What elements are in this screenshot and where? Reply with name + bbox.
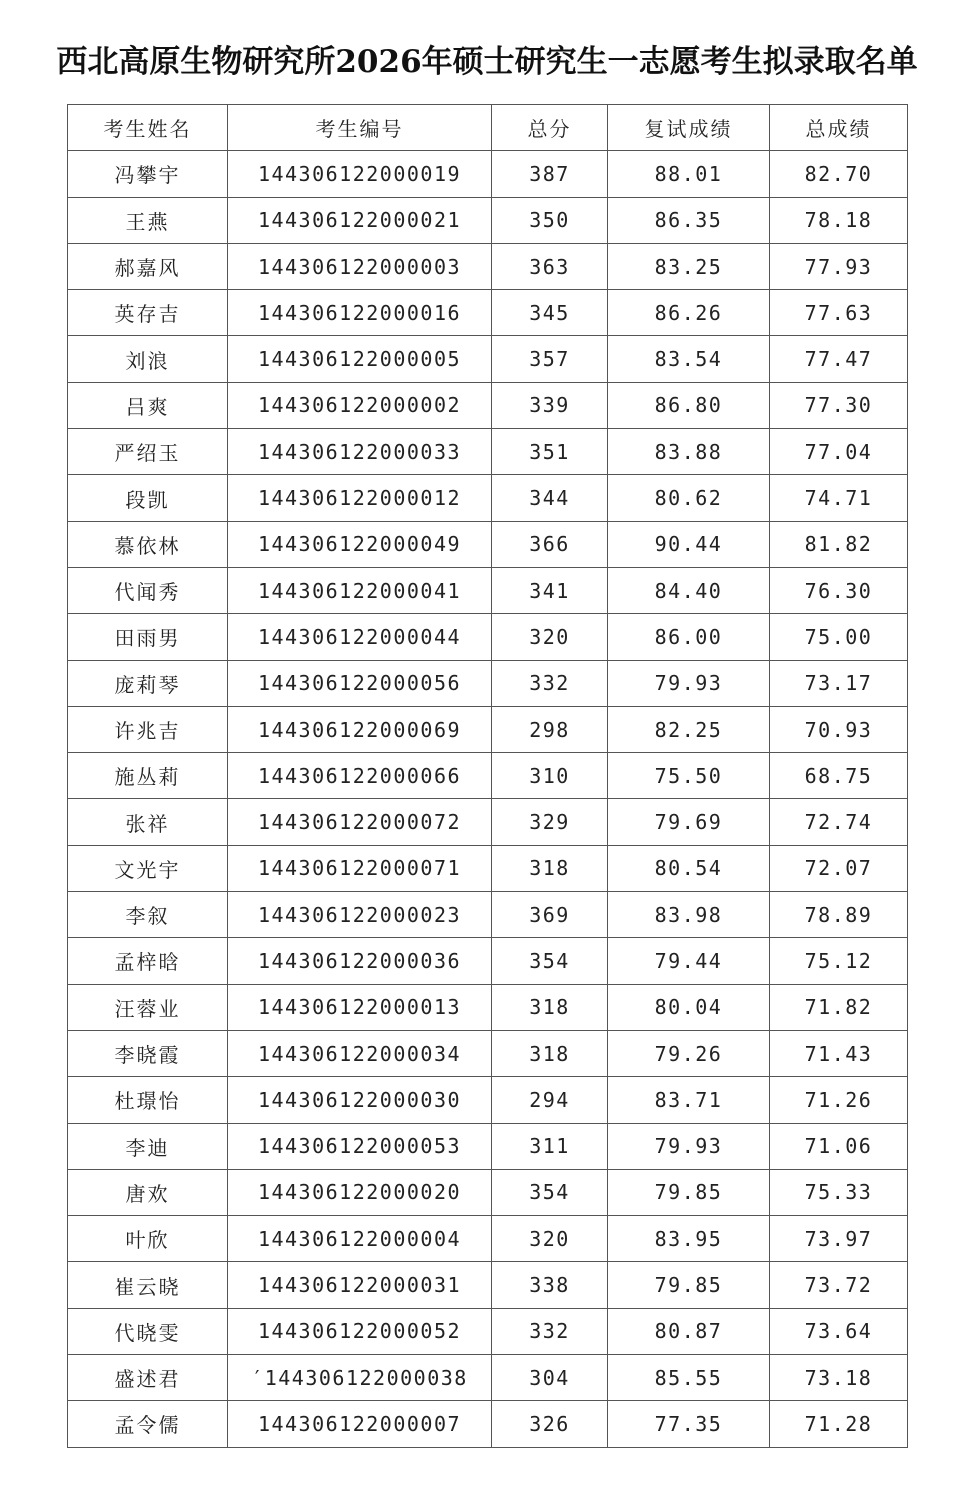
candidate-name-cell: 孟梓晗 — [68, 938, 228, 984]
candidate-name-cell: 施丛莉 — [68, 753, 228, 799]
total-score-cell: 363 — [492, 243, 608, 289]
final-score-cell: 78.89 — [770, 892, 908, 938]
retest-score-cell: 86.80 — [608, 382, 770, 428]
candidate-name-cell: 李叙 — [68, 892, 228, 938]
total-score-cell: 304 — [492, 1355, 608, 1401]
retest-score-cell: 75.50 — [608, 753, 770, 799]
retest-score-cell: 79.85 — [608, 1262, 770, 1308]
candidate-id-cell: 144306122000007 — [228, 1401, 492, 1447]
table-row — [68, 845, 908, 891]
candidate-name-cell: 汪蓉业 — [68, 984, 228, 1030]
table-row — [68, 660, 908, 706]
retest-score-cell: 79.93 — [608, 660, 770, 706]
final-score-cell: 72.07 — [770, 845, 908, 891]
final-score-cell: 71.82 — [770, 984, 908, 1030]
candidate-id-cell: 144306122000052 — [228, 1308, 492, 1354]
table-row — [68, 567, 908, 613]
header-final-score: 总成绩 — [770, 105, 908, 151]
final-score-cell: 76.30 — [770, 567, 908, 613]
table-row — [68, 475, 908, 521]
table-row — [68, 614, 908, 660]
retest-score-cell: 79.93 — [608, 1123, 770, 1169]
candidate-id-cell: 144306122000030 — [228, 1077, 492, 1123]
candidate-id-cell: 144306122000023 — [228, 892, 492, 938]
candidate-name-cell: 严绍玉 — [68, 429, 228, 475]
candidate-id-cell: 144306122000013 — [228, 984, 492, 1030]
final-score-cell: 78.18 — [770, 197, 908, 243]
candidate-id-cell: 144306122000019 — [228, 151, 492, 197]
table-row — [68, 1308, 908, 1354]
candidate-id-cell: 144306122000033 — [228, 429, 492, 475]
table-row — [68, 197, 908, 243]
total-score-cell: 294 — [492, 1077, 608, 1123]
total-score-cell: 329 — [492, 799, 608, 845]
retest-score-cell: 79.44 — [608, 938, 770, 984]
total-score-cell: 332 — [492, 660, 608, 706]
table-row — [68, 521, 908, 567]
header-candidate-name: 考生姓名 — [68, 105, 228, 151]
total-score-cell: 320 — [492, 1216, 608, 1262]
final-score-cell: 75.33 — [770, 1169, 908, 1215]
total-score-cell: 351 — [492, 429, 608, 475]
candidate-name-cell: 唐欢 — [68, 1169, 228, 1215]
total-score-cell: 387 — [492, 151, 608, 197]
retest-score-cell: 83.54 — [608, 336, 770, 382]
candidate-name-cell: 代闻秀 — [68, 567, 228, 613]
retest-score-cell: 80.54 — [608, 845, 770, 891]
final-score-cell: 75.12 — [770, 938, 908, 984]
total-score-cell: 320 — [492, 614, 608, 660]
candidate-id-cell: 144306122000056 — [228, 660, 492, 706]
candidate-name-cell: 崔云晓 — [68, 1262, 228, 1308]
final-score-cell: 77.04 — [770, 429, 908, 475]
final-score-cell: 73.72 — [770, 1262, 908, 1308]
total-score-cell: 298 — [492, 706, 608, 752]
table-row — [68, 753, 908, 799]
table-row — [68, 1355, 908, 1401]
retest-score-cell: 83.95 — [608, 1216, 770, 1262]
retest-score-cell: 77.35 — [608, 1401, 770, 1447]
final-score-cell: 77.47 — [770, 336, 908, 382]
candidate-id-cell: 144306122000002 — [228, 382, 492, 428]
candidate-name-cell: 代晓雯 — [68, 1308, 228, 1354]
total-score-cell: 354 — [492, 938, 608, 984]
final-score-cell: 71.06 — [770, 1123, 908, 1169]
candidate-name-cell: 李晓霞 — [68, 1030, 228, 1076]
final-score-cell: 70.93 — [770, 706, 908, 752]
total-score-cell: 310 — [492, 753, 608, 799]
final-score-cell: 75.00 — [770, 614, 908, 660]
candidate-name-cell: 孟令儒 — [68, 1401, 228, 1447]
retest-score-cell: 83.88 — [608, 429, 770, 475]
retest-score-cell: 80.62 — [608, 475, 770, 521]
table-row — [68, 1077, 908, 1123]
table-row — [68, 984, 908, 1030]
total-score-cell: 341 — [492, 567, 608, 613]
table-row — [68, 151, 908, 197]
final-score-cell: 74.71 — [770, 475, 908, 521]
candidate-id-cell: 144306122000031 — [228, 1262, 492, 1308]
candidate-name-cell: 郝嘉风 — [68, 243, 228, 289]
candidate-id-cell: 144306122000044 — [228, 614, 492, 660]
candidate-id-cell: 144306122000020 — [228, 1169, 492, 1215]
total-score-cell: 345 — [492, 290, 608, 336]
total-score-cell: 311 — [492, 1123, 608, 1169]
total-score-cell: 354 — [492, 1169, 608, 1215]
retest-score-cell: 80.87 — [608, 1308, 770, 1354]
candidate-id-cell: 144306122000066 — [228, 753, 492, 799]
candidate-name-cell: 段凯 — [68, 475, 228, 521]
retest-score-cell: 80.04 — [608, 984, 770, 1030]
candidate-name-cell: 慕依林 — [68, 521, 228, 567]
total-score-cell: 339 — [492, 382, 608, 428]
retest-score-cell: 79.69 — [608, 799, 770, 845]
candidate-id-cell: 144306122000021 — [228, 197, 492, 243]
final-score-cell: 71.26 — [770, 1077, 908, 1123]
table-row — [68, 1030, 908, 1076]
candidate-name-cell: 刘浪 — [68, 336, 228, 382]
retest-score-cell: 86.26 — [608, 290, 770, 336]
table-row — [68, 429, 908, 475]
final-score-cell: 73.18 — [770, 1355, 908, 1401]
retest-score-cell: 83.98 — [608, 892, 770, 938]
candidate-name-cell: 李迪 — [68, 1123, 228, 1169]
total-score-cell: 318 — [492, 1030, 608, 1076]
final-score-cell: 73.64 — [770, 1308, 908, 1354]
final-score-cell: 71.28 — [770, 1401, 908, 1447]
retest-score-cell: 84.40 — [608, 567, 770, 613]
final-score-cell: 73.17 — [770, 660, 908, 706]
candidate-id-cell: 144306122000036 — [228, 938, 492, 984]
candidate-name-cell: 冯攀宇 — [68, 151, 228, 197]
candidate-id-cell: 144306122000034 — [228, 1030, 492, 1076]
final-score-cell: 71.43 — [770, 1030, 908, 1076]
page-title: 西北高原生物研究所2026年硕士研究生一志愿考生拟录取名单 — [56, 44, 918, 80]
candidate-id-cell: ′144306122000038 — [228, 1355, 492, 1401]
table-row — [68, 892, 908, 938]
final-score-cell: 82.70 — [770, 151, 908, 197]
candidate-id-cell: 144306122000053 — [228, 1123, 492, 1169]
header-retest-score: 复试成绩 — [608, 105, 770, 151]
total-score-cell: 366 — [492, 521, 608, 567]
retest-score-cell: 86.00 — [608, 614, 770, 660]
candidate-id-cell: 144306122000012 — [228, 475, 492, 521]
total-score-cell: 318 — [492, 984, 608, 1030]
total-score-cell: 326 — [492, 1401, 608, 1447]
candidate-name-cell: 田雨男 — [68, 614, 228, 660]
candidate-id-cell: 144306122000072 — [228, 799, 492, 845]
retest-score-cell: 83.25 — [608, 243, 770, 289]
retest-score-cell: 82.25 — [608, 706, 770, 752]
table-row — [68, 1216, 908, 1262]
total-score-cell: 357 — [492, 336, 608, 382]
total-score-cell: 338 — [492, 1262, 608, 1308]
total-score-cell: 369 — [492, 892, 608, 938]
table-row — [68, 706, 908, 752]
candidate-id-cell: 144306122000005 — [228, 336, 492, 382]
table-row — [68, 290, 908, 336]
table-row — [68, 938, 908, 984]
table-row — [68, 1169, 908, 1215]
final-score-cell: 72.74 — [770, 799, 908, 845]
candidate-id-cell: 144306122000003 — [228, 243, 492, 289]
candidate-name-cell: 文光宇 — [68, 845, 228, 891]
candidate-id-cell: 144306122000071 — [228, 845, 492, 891]
final-score-cell: 81.82 — [770, 521, 908, 567]
candidate-name-cell: 盛述君 — [68, 1355, 228, 1401]
final-score-cell: 77.63 — [770, 290, 908, 336]
candidate-name-cell: 王燕 — [68, 197, 228, 243]
candidate-id-cell: 144306122000049 — [228, 521, 492, 567]
retest-score-cell: 86.35 — [608, 197, 770, 243]
retest-score-cell: 79.26 — [608, 1030, 770, 1076]
candidate-name-cell: 叶欣 — [68, 1216, 228, 1262]
total-score-cell: 318 — [492, 845, 608, 891]
table-header-row — [68, 105, 908, 151]
table-body — [68, 151, 908, 1447]
table-row — [68, 799, 908, 845]
candidate-name-cell: 庞莉琴 — [68, 660, 228, 706]
table-row — [68, 243, 908, 289]
table-row — [68, 382, 908, 428]
total-score-cell: 332 — [492, 1308, 608, 1354]
admission-table — [67, 104, 908, 1448]
retest-score-cell: 79.85 — [608, 1169, 770, 1215]
final-score-cell: 77.93 — [770, 243, 908, 289]
final-score-cell: 77.30 — [770, 382, 908, 428]
candidate-id-cell: 144306122000016 — [228, 290, 492, 336]
total-score-cell: 350 — [492, 197, 608, 243]
candidate-id-cell: 144306122000004 — [228, 1216, 492, 1262]
table-row — [68, 1123, 908, 1169]
candidate-name-cell: 张祥 — [68, 799, 228, 845]
final-score-cell: 73.97 — [770, 1216, 908, 1262]
candidate-id-cell: 144306122000069 — [228, 706, 492, 752]
candidate-name-cell: 英存吉 — [68, 290, 228, 336]
retest-score-cell: 83.71 — [608, 1077, 770, 1123]
table-row — [68, 336, 908, 382]
retest-score-cell: 85.55 — [608, 1355, 770, 1401]
candidate-name-cell: 杜璟怡 — [68, 1077, 228, 1123]
candidate-name-cell: 吕爽 — [68, 382, 228, 428]
retest-score-cell: 90.44 — [608, 521, 770, 567]
table-row — [68, 1401, 908, 1447]
header-candidate-id: 考生编号 — [228, 105, 492, 151]
total-score-cell: 344 — [492, 475, 608, 521]
header-total-score: 总分 — [492, 105, 608, 151]
table-row — [68, 1262, 908, 1308]
candidate-id-cell: 144306122000041 — [228, 567, 492, 613]
final-score-cell: 68.75 — [770, 753, 908, 799]
candidate-name-cell: 许兆吉 — [68, 706, 228, 752]
retest-score-cell: 88.01 — [608, 151, 770, 197]
